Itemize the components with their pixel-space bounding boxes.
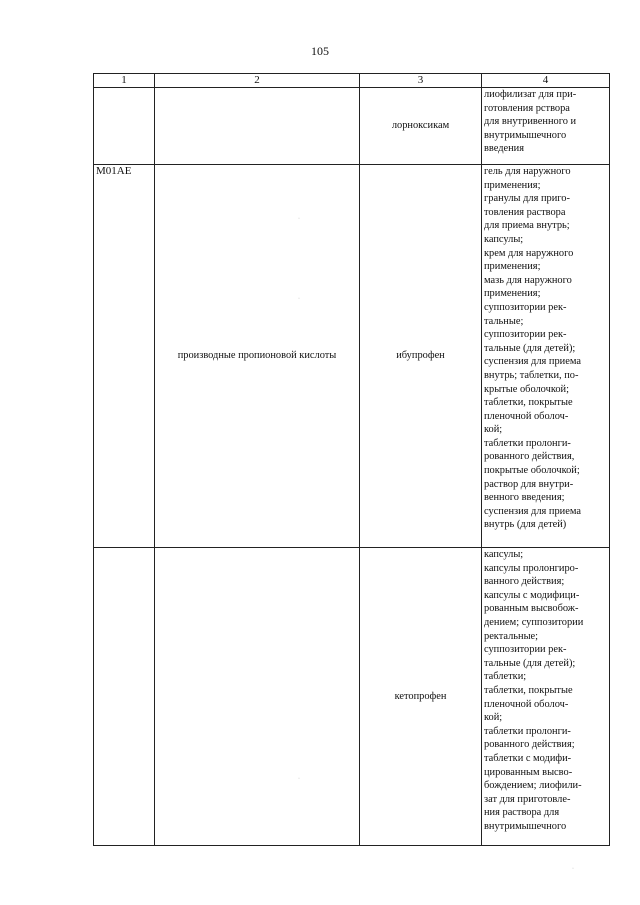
dosage-forms-cell <box>482 548 610 846</box>
dosage-form-line: готовления рствора <box>484 102 570 114</box>
dosage-form-line: рованного действия; <box>484 739 575 751</box>
dosage-form-line: внутримышечного <box>484 820 567 832</box>
page-number: 105 <box>311 44 329 58</box>
dosage-form-line: ния раствора для <box>484 807 560 819</box>
group-cell <box>155 88 360 165</box>
atc-code-cell <box>94 88 155 165</box>
dosage-form-line: капсулы с модифици- <box>484 589 580 601</box>
dosage-form-line: лиофилизат для при- <box>484 89 577 100</box>
group-cell: производные пропионовой кислоты <box>155 165 360 548</box>
dosage-form-line: таблетки с модифи- <box>484 752 572 764</box>
scan-speck: · <box>298 776 300 782</box>
dosage-form-line: внутримышечного <box>484 129 567 141</box>
dosage-form-line: для внутривенного и <box>484 116 577 128</box>
dosage-form-line: таблетки, покрытые <box>484 684 573 696</box>
drug-name-cell: ибупрофен <box>360 165 482 548</box>
dosage-form-line: покрытые оболочкой; <box>484 465 580 477</box>
dosage-form-line: применения; <box>484 261 541 273</box>
dosage-form-line: капсулы пролонгиро- <box>484 562 579 574</box>
dosage-form-line: суппозитории рек- <box>484 301 567 313</box>
dosage-form-line: дением; суппозитории <box>484 616 584 628</box>
dosage-form-line: таблетки пролонги- <box>484 437 571 449</box>
column-header: 3 <box>360 74 482 88</box>
dosage-form-line: применения; <box>484 288 541 300</box>
drug-name-cell: кетопрофен <box>360 548 482 846</box>
dosage-form-line: капсулы; <box>484 233 524 245</box>
dosage-form-line: суппозитории рек- <box>484 329 567 341</box>
column-header: 2 <box>155 74 360 88</box>
dosage-form-line: ректальные; <box>484 630 539 642</box>
column-header: 1 <box>94 74 155 88</box>
table-row <box>94 548 610 846</box>
dosage-form-line: крытые оболочкой; <box>484 383 569 395</box>
dosage-form-line: цированным высво- <box>484 766 573 778</box>
dosage-form-line: тальные (для детей); <box>484 657 576 669</box>
scan-speck: · <box>298 216 300 222</box>
table-row <box>94 88 610 165</box>
table-header-row <box>94 74 610 88</box>
dosage-form-line: суспензия для приема <box>484 505 581 517</box>
drug-name-cell: лорноксикам <box>360 88 482 165</box>
group-cell <box>155 548 360 846</box>
dosage-forms-cell <box>482 88 610 165</box>
dosage-form-line: внутрь; таблетки, по- <box>484 369 579 381</box>
scan-speck: · <box>572 866 574 872</box>
dosage-form-line: венного введения; <box>484 492 565 504</box>
dosage-form-line: введения <box>484 143 525 155</box>
dosage-form-line: товления раствора <box>484 206 566 218</box>
dosage-form-line: капсулы; <box>484 549 524 560</box>
column-header: 4 <box>482 74 610 88</box>
dosage-form-line: таблетки, покрытые <box>484 397 573 409</box>
dosage-form-line: внутрь (для детей) <box>484 519 567 531</box>
drug-table <box>93 73 610 846</box>
dosage-form-line: тальные; <box>484 315 524 327</box>
dosage-form-line: тальные (для детей); <box>484 342 576 354</box>
dosage-form-line: суспензия для приема <box>484 356 581 368</box>
dosage-form-line: бождением; лиофили- <box>484 780 582 792</box>
dosage-form-line: кой; <box>484 424 503 436</box>
dosage-form-line: для приема внутрь; <box>484 220 570 232</box>
dosage-form-line: пленочной оболоч- <box>484 698 569 710</box>
dosage-form-line: кой; <box>484 712 503 724</box>
table-row <box>94 165 610 548</box>
dosage-form-line: зат для приготовле- <box>484 793 571 805</box>
dosage-form-line: раствор для внутри- <box>484 478 574 490</box>
dosage-form-line: суппозитории рек- <box>484 644 567 656</box>
dosage-form-line: гель для наружного <box>484 166 571 177</box>
scan-speck: · <box>298 296 300 302</box>
dosage-forms-cell <box>482 165 610 548</box>
dosage-form-line: рованного действия, <box>484 451 575 463</box>
dosage-form-line: мазь для наружного <box>484 274 572 286</box>
dosage-form-line: пленочной оболоч- <box>484 410 569 422</box>
dosage-form-line: рованным высвобож- <box>484 603 579 615</box>
dosage-form-line: крем для наружного <box>484 247 574 259</box>
dosage-form-line: таблетки пролонги- <box>484 725 571 737</box>
dosage-form-line: гранулы для приго- <box>484 193 570 205</box>
dosage-form-line: таблетки; <box>484 671 527 683</box>
dosage-form-line: применения; <box>484 179 541 191</box>
atc-code-cell: M01AE <box>94 165 155 548</box>
dosage-form-line: ванного действия; <box>484 576 565 588</box>
atc-code-cell <box>94 548 155 846</box>
